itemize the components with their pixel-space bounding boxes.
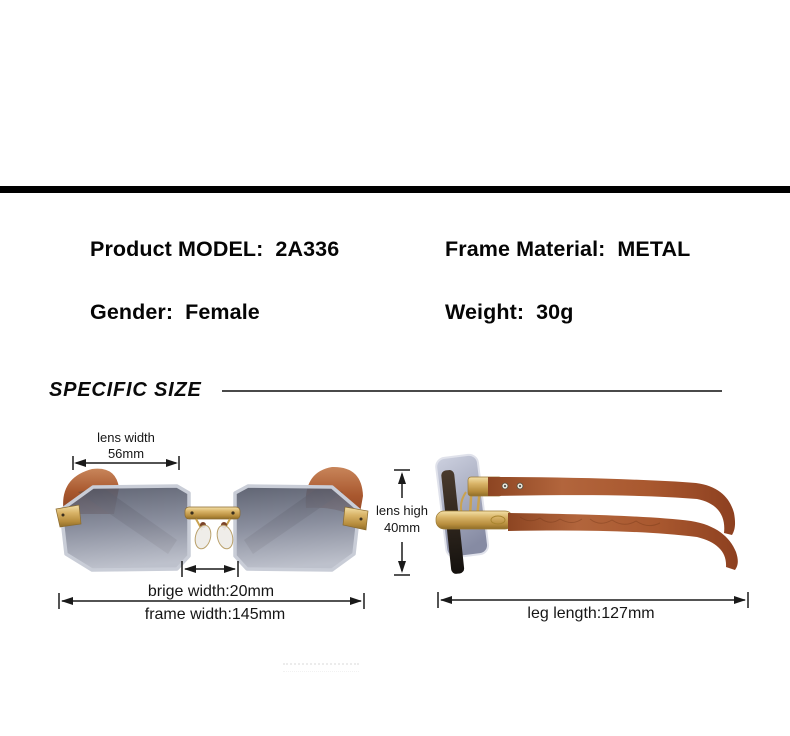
gender-label: Gender: [90,300,174,324]
gender-value: Female [185,300,260,324]
frame-material-label: Frame Material: [445,237,606,261]
lens-width-value: 56mm [107,446,145,461]
product-model-row [90,237,339,262]
frame-material-row [445,237,690,262]
bridge-width-dimension-arrow [182,561,238,577]
lower-temple [508,513,738,570]
right-lens [235,486,359,570]
divider-bar [0,186,790,193]
section-rule [222,390,722,392]
product-model-value: 2A336 [275,237,340,261]
gender-row [90,300,260,325]
weight-row [445,300,573,325]
weight-value: 30g [536,300,574,324]
bridge-screw-left [190,511,193,514]
side-view-illustration [390,450,770,625]
frame-material-value: METAL [617,237,691,261]
left-hinge [56,505,81,527]
lens-high-value: 40mm [383,520,421,535]
bridge-width-label: brige width:20mm [147,583,275,600]
nose-pads [193,519,235,550]
frame-width-label: frame width:145mm [144,606,286,623]
lens-width-label: lens width [97,430,155,445]
leg-length-label: leg length:127mm [527,605,655,622]
section-title: SPECIFIC SIZE [49,379,202,401]
left-lens [61,486,189,570]
weight-label: Weight: [445,300,525,324]
faint-watermark [283,663,359,672]
bridge-screw-right [231,511,234,514]
product-model-label: Product MODEL: [90,237,264,261]
lens-high-label: lens high [375,503,429,518]
